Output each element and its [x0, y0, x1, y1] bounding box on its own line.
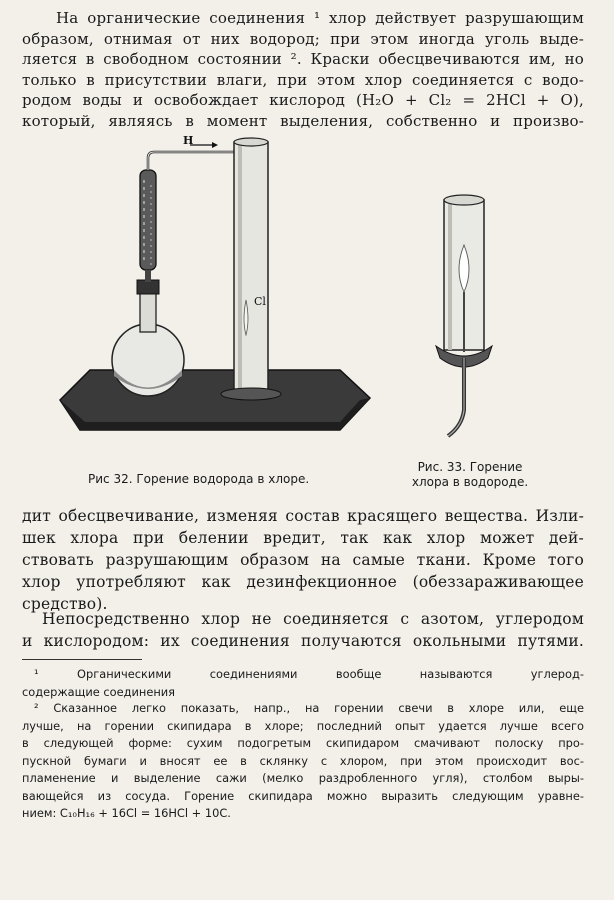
figures-illustration [40, 130, 580, 460]
figure-32-label-cl: Cl [254, 295, 266, 308]
text-line: только в присутствии влаги, при этом хлор соединяется с водо- [22, 70, 584, 89]
footnote-line: содержащие соединения [22, 684, 176, 699]
figure-33-caption-line: Рис. 33. Горение [417, 460, 523, 474]
footnote-2 [22, 700, 584, 823]
footnote-line: в следующей форме: сухим подогретым скипидаром смачивают полоску про- [22, 736, 584, 750]
text-line: дит обесцвечивание, изменяя состав красящего вещества. Изли- [22, 507, 584, 525]
text-line: шек хлора при белении вредит, так как хлор может дей- [22, 529, 584, 547]
text-line: который, являясь в момент выделения, собственно и произво- [22, 111, 584, 130]
text-line: и кислородом: их соединения получаются окольными путями. [22, 632, 584, 650]
paragraph-1 [22, 8, 584, 131]
footnote-line: ² Сказанное легко показать, напр., на горении свечи в хлоре или, еще [34, 701, 584, 715]
text-line: ляется в свободном состоянии ². Краски обесцвечиваются им, но [22, 50, 584, 68]
footnote-line: пускной бумаги и вносят ее в склянку с хлором, при этом происходит вос- [22, 753, 584, 768]
paragraph-2 [22, 505, 584, 615]
figure-32-apparatus [60, 134, 370, 430]
figure-32-label-h: H [183, 134, 194, 147]
figure-33-caption [400, 460, 540, 490]
footnote-divider [22, 659, 142, 660]
text-line: хлор употребляют как дезинфекционное (обеззараживающее [22, 573, 584, 591]
footnote-line: лучше, на горении скипидара в хлоре; последний опыт удается лучше всего [22, 718, 584, 733]
figure-32-caption: Рис 32. Горение водорода в хлоре. [88, 472, 310, 486]
footnote-line: ¹ Органическими соединениями вообще называются углерод- [34, 667, 584, 681]
figure-33-caption-line: хлора в водороде. [411, 475, 529, 489]
text-line: ствовать разрушающим образом на самые ткани. Кроме того [22, 551, 584, 569]
figure-33-apparatus [436, 195, 492, 436]
footnote-1 [22, 666, 584, 701]
paragraph-3 [22, 608, 584, 652]
text-line: средство). [22, 595, 108, 613]
text-line: На органические соединения ¹ хлор действует разрушающим [56, 9, 584, 27]
footnote-line: нием: C₁₀H₁₆ + 16Cl = 16HCl + 10C. [22, 806, 231, 820]
footnote-line: пламенение и выделение сажи (мелко раздробленного угля), столбом выры- [22, 771, 584, 785]
text-line: Непосредственно хлор не соединяется с азотом, углеродом [42, 610, 584, 628]
text-line: образом, отнимая от них водород; при этом иногда уголь выде- [22, 29, 584, 48]
text-line: родом воды и освобождает кислород (H₂O + Cl₂ = 2HCl + O), [22, 91, 584, 109]
footnote-line: вающейся из сосуда. Горение скипидара можно выразить следующим уравне- [22, 788, 584, 803]
